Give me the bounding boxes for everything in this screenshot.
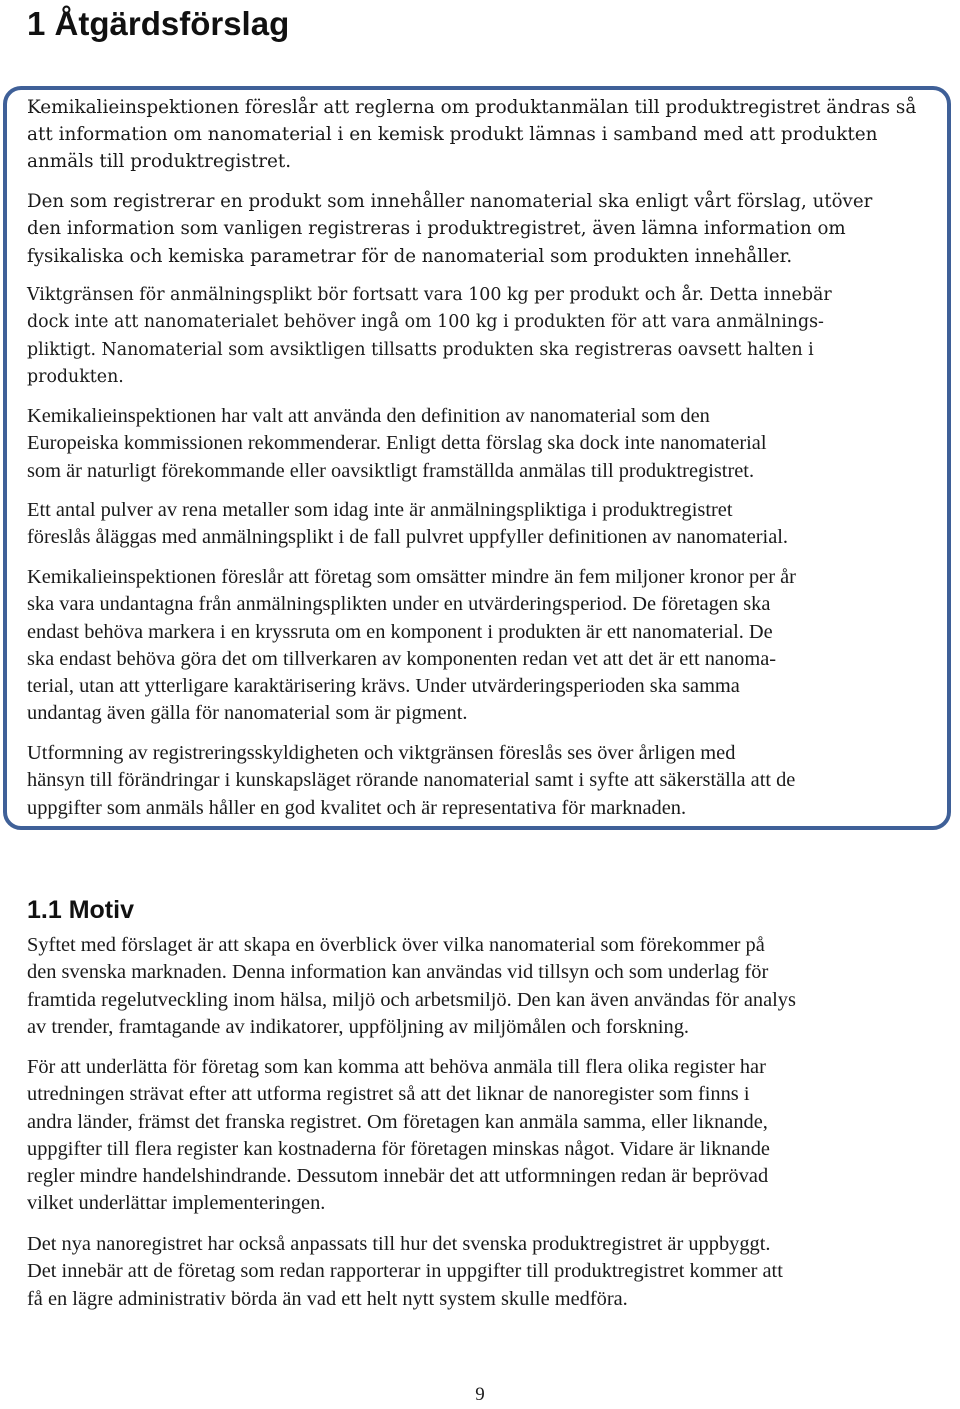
section-paragraph: Det nya nanoregistret har också anpassats till hur det svenska produktregistret är uppbyggt. Det innebär att de företag som redan rapporterar in uppgifter till produktregistret kommer att få en lägre administrativ börda än vad ett helt nytt system skulle medföra. — [27, 1233, 783, 1310]
section-heading: 1.1 Motiv — [27, 896, 134, 924]
summary-paragraph: Utformning av registreringsskyldigheten och viktgränsen föreslås ses över årligen med hänsyn till förändringar i kunskapsläget rörande nanomaterial samt i syfte att säkerställa att de uppgifter som anmäls håller en god kvalitet och är representativa för marknaden. — [27, 742, 796, 819]
summary-paragraph: Kemikalieinspektionen föreslår att reglerna om produktanmälan till produktregistret ändras så att information om nanomaterial i en kemisk produkt lämnas i samband med att produkten anmäls till produktregistret. — [27, 97, 917, 172]
section-paragraph: För att underlätta för företag som kan komma att behöva anmäla till flera olika register har utredningen strävat efter att utforma registret så att det liknar de nanoregister som finns i andra länder, främst det franska registret. Om företagen kan anmäla samma, eller liknande, uppgifter till flera register kan kostnaderna för företagen minskas något. Vidare är liknande regler mindre handelshindrande. Dessutom innebär det att utformningen redan är beprövad vilket underlättar implementeringen. — [27, 1056, 770, 1215]
summary-paragraph: Viktgränsen för anmälningsplikt bör fortsatt vara 100 kg per produkt och år. Detta innebär dock inte att nanomaterialet behöver ingå om 100 kg i produkten för att vara anmälnings- pliktigt. Nanomaterial som avsiktligen tillsatts produkten ska registreras oavsett halten i produkten. — [27, 285, 832, 387]
summary-paragraph: Ett antal pulver av rena metaller som idag inte är anmälningspliktiga i produktregistret föreslås åläggas med anmälningsplikt i de fall pulvret uppfyller definitionen av nanomaterial. — [27, 499, 789, 549]
summary-paragraph: Kemikalieinspektionen föreslår att företag som omsätter mindre än fem miljoner kronor per år ska vara undantagna från anmälningsplikten under en utvärderingsperiod. De företagen ska endast behöva markera i en kryssruta om en komponent i produkten är ett nanomaterial. De ska endast behöva göra det om tillverkaren av komponenten redan vet att det är ett nanoma- terial, utan att ytterligare karaktärisering krävs. Under utvärderingsperioden ska samma undantag även gälla för nanomaterial som är pigment. — [27, 566, 796, 725]
summary-paragraph: Den som registrerar en produkt som innehåller nanomaterial ska enligt vårt förslag, utöver den information som vanligen registreras i produktregistret, även lämna information om fysikaliska och kemiska parametrar för de nanomaterial som produkten innehåller. — [27, 191, 873, 267]
section-paragraph: Syftet med förslaget är att skapa en överblick över vilka nanomaterial som förekommer på den svenska marknaden. Denna information kan användas vid tillsyn och som underlag för framtida regelutveckling inom hälsa, miljö och arbetsmiljö. Den kan även användas för analys av trender, framtagande av indikatorer, uppföljning av miljömålen och forskning. — [27, 934, 796, 1038]
page-title: 1 Åtgärdsförslag — [27, 5, 290, 42]
page-number: 9 — [475, 1384, 485, 1405]
summary-paragraph: Kemikalieinspektionen har valt att använda den definition av nanomaterial som den Europeiska kommissionen rekommenderar. Enligt detta förslag ska dock inte nanomaterial som är naturligt förekommande eller oavsiktligt framställda anmälas till produktregistret. — [27, 405, 767, 482]
